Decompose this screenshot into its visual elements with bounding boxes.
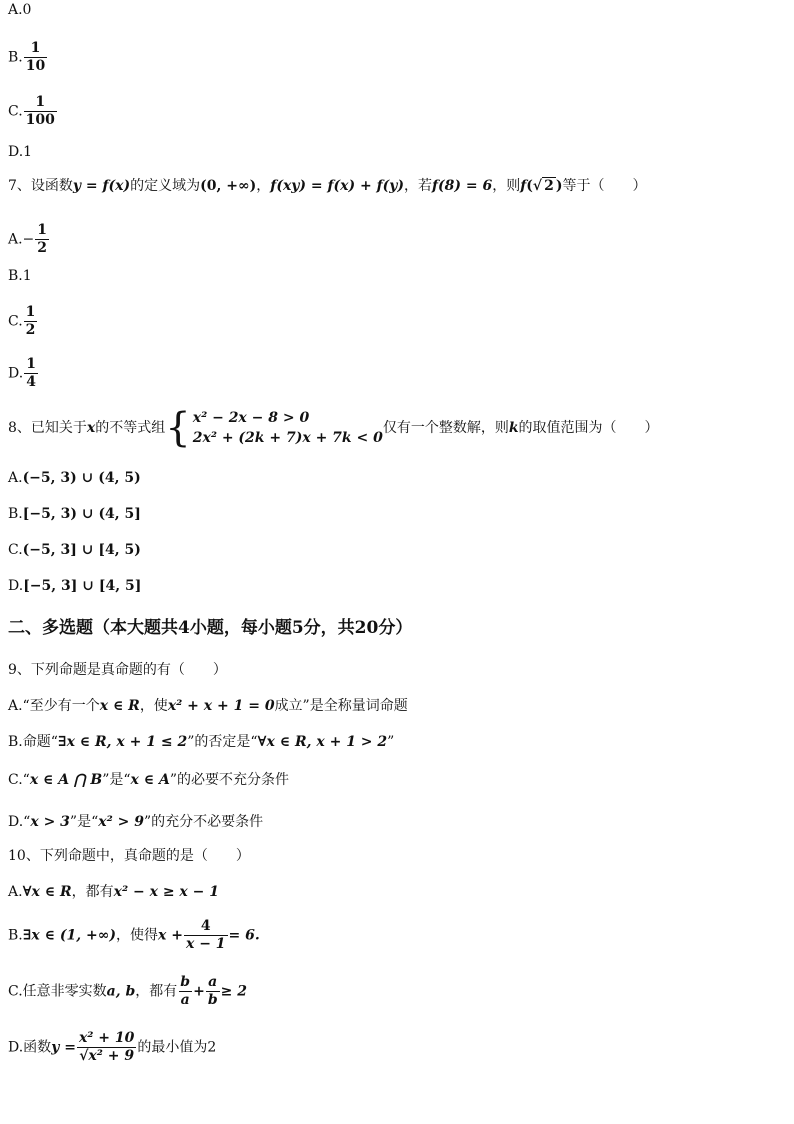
numerator: 4: [200, 918, 211, 934]
math: x ∈ R: [99, 698, 140, 714]
q10-option-a: [8, 882, 219, 902]
stem-text: 的取值范围为（ ）: [518, 420, 659, 436]
fraction: [77, 1030, 136, 1065]
option-text: ，都有: [71, 884, 114, 900]
numerator: a: [208, 974, 218, 990]
math: (−5, 3) ∪ (4, 5): [22, 470, 141, 486]
q9-stem: 9、下列命题是真命题的有（ ）: [8, 662, 227, 678]
numerator: b: [180, 974, 191, 990]
fraction: [184, 918, 228, 953]
denominator: 4: [26, 374, 36, 390]
q10-stem: 10、下列命题中，真命题的是（ ）: [8, 848, 250, 864]
q6-option-d: [8, 142, 32, 162]
stem-text: ，若: [404, 178, 433, 194]
numerator: 1: [30, 40, 41, 56]
numerator: 1: [26, 356, 36, 372]
inequality-system: [165, 405, 383, 451]
option-text: 成立”是全称量词命题: [274, 698, 408, 714]
denominator: √x² + 9: [79, 1048, 135, 1064]
option-text: B.1: [8, 268, 32, 284]
option-prefix: C.: [8, 542, 23, 558]
q8-option-a: [8, 468, 141, 488]
option-text: ，使: [139, 698, 168, 714]
math: y = f(x): [72, 178, 131, 194]
fraction: [24, 40, 47, 75]
option-text: A.“至少有一个: [8, 698, 100, 714]
math: = 6.: [228, 927, 260, 944]
option-prefix: B.: [8, 506, 23, 522]
q8-option-d: [8, 576, 141, 596]
option-text: D.1: [8, 144, 33, 160]
math: x: [86, 420, 96, 436]
inequality-1: x² − 2x − 8 > 0: [192, 410, 310, 426]
option-text: ”的充分不必要条件: [143, 814, 264, 830]
option-prefix: B.: [8, 49, 23, 66]
fraction: [178, 974, 192, 1009]
math: [−5, 3) ∪ (4, 5]: [22, 506, 141, 522]
math: ∀x ∈ R: [22, 884, 72, 900]
stem-text: 仅有一个整数解，则: [382, 420, 509, 436]
numerator: 1: [35, 94, 46, 110]
stem-text: 8、已知关于: [8, 420, 87, 436]
math: x² − x ≥ x − 1: [113, 884, 219, 900]
option-text: ”: [387, 734, 395, 750]
option-text: ，都有: [135, 983, 178, 1000]
option-prefix: A.: [8, 884, 23, 900]
q8-option-c: [8, 540, 141, 560]
q10-option-d: [8, 1030, 216, 1065]
math: f(8) = 6: [432, 178, 493, 194]
math: ∃x ∈ (1, +∞): [22, 927, 117, 944]
q8-stem: [8, 405, 659, 451]
option-text: D.“: [8, 814, 31, 830]
math: ≥ 2: [220, 983, 247, 1000]
q7-option-b: [8, 266, 32, 286]
option-text: ”是“: [102, 772, 131, 788]
option-prefix: D.: [8, 365, 24, 382]
math: f: [520, 178, 527, 194]
option-prefix: A.: [8, 470, 23, 486]
numerator: 1: [37, 222, 48, 238]
denominator: 10: [25, 58, 46, 74]
math: (−5, 3] ∪ [4, 5): [22, 542, 141, 558]
math: ∃x ∈ R, x + 1 ≤ 2: [57, 734, 188, 750]
inequality-2: 2x² + (2k + 7)x + 7k < 0: [192, 430, 383, 446]
stem-text: ，则: [492, 178, 521, 194]
stem-text: ，: [256, 178, 271, 194]
q7-stem: [8, 176, 647, 196]
math: x² + x + 1 = 0: [167, 698, 275, 714]
q10-option-b: [8, 918, 260, 953]
math: (0, +∞): [200, 178, 257, 194]
option-prefix: B.: [8, 927, 23, 944]
option-text: B.命题“: [8, 734, 58, 750]
math: x +: [158, 927, 183, 944]
math: x > 3: [30, 814, 70, 830]
option-prefix: C.: [8, 313, 23, 330]
stem-text: 7、设函数: [8, 178, 73, 194]
denominator: b: [207, 992, 218, 1008]
math: x² > 9: [98, 814, 144, 830]
q9-option-b: [8, 732, 394, 752]
q6-option-b: [8, 40, 48, 75]
fraction: [24, 356, 38, 391]
q6-option-c: [8, 94, 58, 129]
option-text: ”的必要不充分条件: [169, 772, 290, 788]
q9-option-c: [8, 770, 289, 790]
q7-option-c: [8, 304, 38, 339]
option-prefix: A.−: [8, 231, 35, 248]
math: x ∈ A: [130, 772, 170, 788]
option-text: C.任意非零实数: [8, 983, 107, 1000]
option-prefix: D.: [8, 578, 24, 594]
math: ): [555, 178, 563, 194]
option-text: D.函数: [8, 1039, 52, 1056]
math: a, b: [106, 983, 136, 1000]
math: 2: [544, 178, 554, 194]
brace: {: [165, 405, 191, 451]
math: ∀x ∈ R, x + 1 > 2: [257, 734, 388, 750]
option-text: ，使得: [116, 927, 159, 944]
stem-text: 的定义域为: [130, 178, 201, 194]
math: f(xy) = f(x) + f(y): [270, 178, 405, 194]
option-text: ”的否定是“: [187, 734, 258, 750]
option-text: ”是“: [69, 814, 99, 830]
math: (√: [526, 178, 543, 194]
math: x ∈ A ⋂ B: [29, 772, 103, 788]
option-prefix: C.: [8, 103, 23, 120]
q7-option-d: [8, 356, 39, 391]
denominator: 100: [25, 112, 55, 128]
math: +: [193, 983, 205, 1000]
stem-text: 的不等式组: [95, 420, 166, 436]
numerator: x² + 10: [78, 1030, 135, 1046]
q9-option-a: [8, 696, 408, 716]
option-text: A.0: [8, 2, 32, 18]
math: [−5, 3] ∪ [4, 5]: [23, 578, 142, 594]
fraction: [24, 94, 57, 129]
q6-option-a: [8, 0, 31, 20]
denominator: 2: [25, 322, 36, 338]
numerator: 1: [25, 304, 36, 320]
fraction: [35, 222, 49, 257]
q9-option-d: [8, 812, 263, 832]
option-text: C.“: [8, 772, 30, 788]
math: y =: [51, 1039, 76, 1056]
q7-option-a: [8, 222, 50, 257]
denominator: x − 1: [185, 936, 226, 952]
denominator: 2: [37, 240, 48, 256]
section-heading: 二、多选题（本大题共4小题，每小题5分，共20分）: [8, 618, 413, 638]
q8-option-b: [8, 504, 141, 524]
fraction: [24, 304, 38, 339]
denominator: a: [180, 992, 190, 1008]
fraction: [206, 974, 220, 1009]
option-text: 的最小值为2: [137, 1039, 217, 1056]
q10-option-c: [8, 974, 247, 1009]
math: k: [508, 420, 519, 436]
stem-text: 等于（ ）: [562, 178, 647, 194]
